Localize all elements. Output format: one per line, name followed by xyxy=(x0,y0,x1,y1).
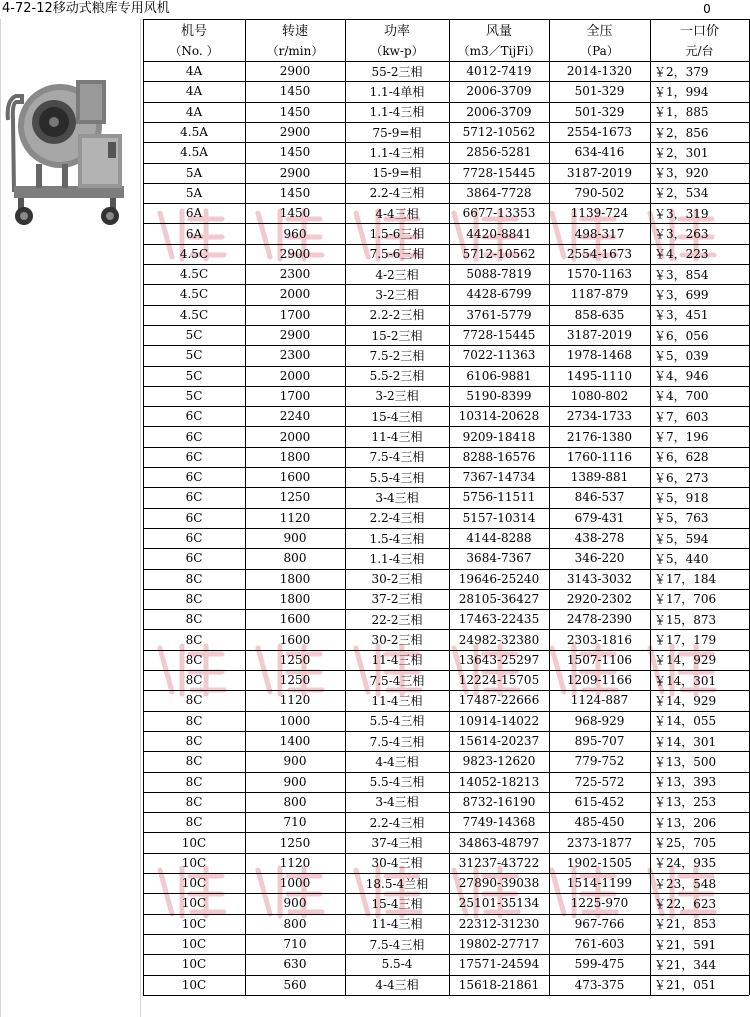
table-cell-pressure: 2373-1877 xyxy=(566,835,633,850)
table-cell-power: 11-4三相 xyxy=(371,693,423,708)
table-cell-speed: 1000 xyxy=(279,713,311,728)
table-cell-power: 2.2-4三相 xyxy=(369,815,425,830)
table-cell-machine-no: 8C xyxy=(185,734,203,749)
table-cell-power: 1.1-4三相 xyxy=(369,551,425,566)
table-cell-machine-no: 4.5C xyxy=(179,307,209,322)
table-cell-speed: 900 xyxy=(283,774,307,789)
table-cell-power: 37-2三相 xyxy=(371,592,423,607)
table-cell-airflow: 9209-18418 xyxy=(462,429,536,444)
table-cell-pressure: 1187-879 xyxy=(570,287,629,302)
table-cell-machine-no: 6A xyxy=(185,226,203,241)
table-cell-pressure: 2554-1673 xyxy=(566,125,633,140)
table-cell-price: ￥3，854 xyxy=(654,267,709,282)
table-cell-airflow: 10314-20628 xyxy=(458,409,540,424)
table-cell-pressure: 895-707 xyxy=(574,734,625,749)
header-airflow-unit: （m3／TijFi） xyxy=(457,44,541,58)
table-cell-price: ￥7，603 xyxy=(654,409,709,424)
table-cell-speed: 1450 xyxy=(279,104,311,119)
table-cell-pressure: 634-416 xyxy=(574,145,625,160)
table-cell-speed: 1120 xyxy=(279,510,311,525)
table-cell-price: ￥21，591 xyxy=(654,937,717,952)
table-cell-price: ￥13，253 xyxy=(654,795,717,810)
table-cell-machine-no: 8C xyxy=(185,591,203,606)
table-cell-airflow: 4144-8288 xyxy=(466,531,532,546)
table-cell-speed: 2900 xyxy=(279,64,311,79)
table-cell-speed: 2900 xyxy=(279,328,311,343)
table-cell-airflow: 4420-8841 xyxy=(466,226,532,241)
table-cell-machine-no: 8C xyxy=(185,713,203,728)
table-cell-machine-no: 4.5A xyxy=(180,125,208,140)
table-cell-price: ￥3，699 xyxy=(654,287,709,302)
table-cell-machine-no: 10C xyxy=(181,855,207,870)
sheet-gridline xyxy=(140,19,141,1017)
fan-product-image xyxy=(2,60,140,232)
table-cell-airflow: 28105-36427 xyxy=(458,591,540,606)
table-cell-power: 30-2三相 xyxy=(371,572,423,587)
table-cell-power: 11-4三相 xyxy=(371,653,423,668)
header-machine-no-unit: （No. ） xyxy=(169,44,219,58)
table-cell-price: ￥14，929 xyxy=(654,653,717,668)
table-cell-power: 75-9=相 xyxy=(372,125,422,140)
table-cell-pressure: 1139-724 xyxy=(570,206,629,221)
table-cell-pressure: 485-450 xyxy=(574,815,625,830)
table-cell-machine-no: 4.5C xyxy=(179,246,209,261)
table-cell-pressure: 1225-970 xyxy=(570,896,629,911)
table-cell-power: 30-2三相 xyxy=(371,633,423,648)
table-cell-speed: 1250 xyxy=(279,490,311,505)
table-cell-price: ￥21，853 xyxy=(654,917,717,932)
table-cell-power: 3-2三相 xyxy=(375,389,419,404)
table-cell-machine-no: 5A xyxy=(185,185,203,200)
table-cell-price: ￥5，039 xyxy=(654,348,709,363)
table-cell-speed: 1450 xyxy=(279,84,311,99)
table-cell-power: 37-4三相 xyxy=(371,836,423,851)
table-cell-machine-no: 8C xyxy=(185,632,203,647)
table-cell-speed: 1700 xyxy=(279,307,311,322)
table-cell-airflow: 22312-31230 xyxy=(458,916,540,931)
table-cell-pressure: 679-431 xyxy=(574,510,625,525)
table-cell-airflow: 4012-7419 xyxy=(466,64,532,79)
table-cell-machine-no: 4A xyxy=(185,84,203,99)
table-cell-power: 22-2三相 xyxy=(371,612,423,627)
table-cell-speed: 2000 xyxy=(279,429,311,444)
table-cell-power: 1.5-6三相 xyxy=(369,227,425,242)
table-cell-price: ￥1，994 xyxy=(654,84,709,99)
table-cell-machine-no: 4.5C xyxy=(179,287,209,302)
table-cell-machine-no: 10C xyxy=(181,916,207,931)
table-cell-airflow: 7367-14734 xyxy=(462,470,536,485)
table-cell-speed: 2900 xyxy=(279,125,311,140)
table-cell-machine-no: 8C xyxy=(185,774,203,789)
table-cell-power: 2.2-2三相 xyxy=(369,308,425,323)
table-cell-price: ￥3，263 xyxy=(654,227,709,242)
table-cell-airflow: 3761-5779 xyxy=(466,307,532,322)
table-cell-speed: 2900 xyxy=(279,165,311,180)
table-cell-airflow: 6677-13353 xyxy=(462,206,536,221)
table-cell-speed: 900 xyxy=(283,896,307,911)
table-cell-machine-no: 8C xyxy=(185,754,203,769)
table-cell-airflow: 17487-22666 xyxy=(458,693,540,708)
table-cell-machine-no: 6C xyxy=(185,470,203,485)
table-cell-price: ￥25，705 xyxy=(654,836,717,851)
table-cell-pressure: 1902-1505 xyxy=(566,855,633,870)
table-cell-power: 1.5-4三相 xyxy=(369,531,425,546)
table-cell-price: ￥5，594 xyxy=(654,531,709,546)
table-cell-price: ￥6，628 xyxy=(654,450,709,465)
table-cell-airflow: 7022-11363 xyxy=(462,348,536,363)
table-cell-pressure: 846-537 xyxy=(574,490,625,505)
table-cell-speed: 800 xyxy=(283,916,307,931)
table-cell-power: 18.5-4兰相 xyxy=(365,876,429,891)
table-cell-price: ￥23，548 xyxy=(654,876,717,891)
table-cell-airflow: 31237-43722 xyxy=(458,855,540,870)
table-cell-machine-no: 4A xyxy=(185,64,203,79)
table-cell-machine-no: 5C xyxy=(185,328,203,343)
header-airflow: 风量 xyxy=(485,24,512,39)
table-cell-speed: 960 xyxy=(283,226,307,241)
table-cell-price: ￥15，873 xyxy=(654,612,717,627)
table-cell-price: ￥6，056 xyxy=(654,328,709,343)
table-cell-price: ￥14，929 xyxy=(654,693,717,708)
table-cell-pressure: 346-220 xyxy=(574,551,625,566)
table-cell-power: 15-9=相 xyxy=(372,166,422,181)
table-cell-machine-no: 6C xyxy=(185,409,203,424)
table-cell-power: 55-2三相 xyxy=(371,64,423,79)
table-cell-machine-no: 4.5C xyxy=(179,267,209,282)
table-cell-pressure: 615-452 xyxy=(574,794,625,809)
table-cell-pressure: 2303-1816 xyxy=(566,632,633,647)
table-cell-power: 5.5-4三相 xyxy=(369,714,425,729)
table-cell-airflow: 3864-7728 xyxy=(466,185,532,200)
table-cell-speed: 1000 xyxy=(279,876,311,891)
table-cell-pressure: 1389-881 xyxy=(570,470,629,485)
table-cell-speed: 900 xyxy=(283,531,307,546)
table-cell-power: 15-4三相 xyxy=(371,409,423,424)
table-cell-pressure: 2734-1733 xyxy=(566,409,633,424)
table-cell-machine-no: 5C xyxy=(185,368,203,383)
header-price: 一口价 xyxy=(679,24,719,39)
table-cell-price: ￥1，885 xyxy=(654,105,709,120)
table-cell-speed: 1250 xyxy=(279,673,311,688)
header-price-unit: 元/台 xyxy=(685,44,714,58)
header-power-unit: （kw-p） xyxy=(370,44,424,58)
table-cell-price: ￥14，301 xyxy=(654,734,717,749)
table-cell-airflow: 25101-35134 xyxy=(458,896,540,911)
table-cell-pressure: 3187-2019 xyxy=(566,165,633,180)
table-cell-machine-no: 4.5A xyxy=(180,145,208,160)
table-cell-pressure: 3143-3032 xyxy=(566,571,633,586)
table-cell-pressure: 858-635 xyxy=(574,307,625,322)
table-cell-pressure: 1507-1106 xyxy=(566,652,633,667)
table-cell-speed: 800 xyxy=(283,794,307,809)
table-cell-airflow: 5088-7819 xyxy=(466,267,532,282)
table-cell-power: 30-4三相 xyxy=(371,856,423,871)
table-cell-machine-no: 8C xyxy=(185,673,203,688)
table-cell-airflow: 9823-12620 xyxy=(462,754,536,769)
table-cell-price: ￥17，184 xyxy=(654,572,717,587)
header-speed-unit: （r/min） xyxy=(266,44,324,58)
table-cell-airflow: 5712-10562 xyxy=(462,125,536,140)
table-cell-price: ￥6，273 xyxy=(654,470,709,485)
header-power: 功率 xyxy=(383,24,410,39)
table-cell-machine-no: 8C xyxy=(185,693,203,708)
table-cell-machine-no: 8C xyxy=(185,815,203,830)
table-cell-pressure: 968-929 xyxy=(574,713,625,728)
table-cell-power: 15-2三相 xyxy=(371,328,423,343)
table-cell-power: 7.5-4三相 xyxy=(369,450,425,465)
table-cell-speed: 1450 xyxy=(279,206,311,221)
table-cell-pressure: 473-375 xyxy=(574,977,625,992)
table-cell-power: 1.1-4三相 xyxy=(369,105,425,120)
table-cell-machine-no: 8C xyxy=(185,571,203,586)
table-cell-pressure: 779-752 xyxy=(574,754,625,769)
table-cell-machine-no: 6C xyxy=(185,510,203,525)
table-cell-speed: 2300 xyxy=(279,348,311,363)
table-cell-price: ￥5，440 xyxy=(654,551,709,566)
table-cell-pressure: 1514-1199 xyxy=(566,876,633,891)
table-cell-machine-no: 5C xyxy=(185,348,203,363)
table-cell-price: ￥2，856 xyxy=(654,125,709,140)
table-cell-power: 2.2-4三相 xyxy=(369,186,425,201)
table-cell-speed: 1450 xyxy=(279,185,311,200)
table-cell-pressure: 2478-2390 xyxy=(566,612,633,627)
table-cell-pressure: 967-766 xyxy=(574,916,625,931)
table-cell-speed: 1450 xyxy=(279,145,311,160)
table-cell-airflow: 5190-8399 xyxy=(466,388,532,403)
header-speed: 转速 xyxy=(281,24,308,39)
table-cell-machine-no: 6C xyxy=(185,531,203,546)
table-cell-machine-no: 6A xyxy=(185,206,203,221)
table-cell-airflow: 7728-15445 xyxy=(462,165,536,180)
table-cell-machine-no: 6C xyxy=(185,429,203,444)
sheet-title: 4-72-12移动式粮库专用风机 xyxy=(2,1,170,16)
table-cell-price: ￥2，301 xyxy=(654,145,709,160)
table-cell-speed: 710 xyxy=(283,937,307,952)
table-cell-power: 3-2三相 xyxy=(375,287,419,302)
table-cell-power: 1.1-4单相 xyxy=(369,84,425,99)
table-cell-pressure: 1978-1468 xyxy=(566,348,633,363)
table-cell-machine-no: 4A xyxy=(185,104,203,119)
table-cell-pressure: 725-572 xyxy=(574,774,625,789)
table-cell-price: ￥13，393 xyxy=(654,775,717,790)
table-cell-pressure: 599-475 xyxy=(574,957,625,972)
table-cell-price: ￥14，301 xyxy=(654,673,717,688)
table-cell-airflow: 3684-7367 xyxy=(466,551,532,566)
table-cell-machine-no: 10C xyxy=(181,977,207,992)
table-cell-power: 4-2三相 xyxy=(375,267,419,282)
table-cell-machine-no: 8C xyxy=(185,794,203,809)
table-cell-price: ￥3，319 xyxy=(654,206,709,221)
table-cell-pressure: 498-317 xyxy=(574,226,625,241)
table-cell-price: ￥21，344 xyxy=(654,957,717,972)
table-cell-airflow: 17571-24594 xyxy=(458,957,540,972)
table-cell-price: ￥13，206 xyxy=(654,815,717,830)
table-cell-machine-no: 6C xyxy=(185,449,203,464)
table-cell-pressure: 761-603 xyxy=(574,937,625,952)
table-cell-speed: 1120 xyxy=(279,855,311,870)
table-cell-power: 5.5-2三相 xyxy=(369,369,425,384)
table-cell-airflow: 2856-5281 xyxy=(466,145,532,160)
table-cell-pressure: 1570-1163 xyxy=(566,267,633,282)
table-cell-speed: 710 xyxy=(283,815,307,830)
table-cell-speed: 1600 xyxy=(279,632,311,647)
table-cell-airflow: 5157-10314 xyxy=(462,510,536,525)
header-pressure: 全压 xyxy=(586,24,613,39)
table-cell-power: 5.5-4 xyxy=(381,957,413,972)
table-cell-price: ￥14，055 xyxy=(654,714,717,729)
table-cell-speed: 1600 xyxy=(279,470,311,485)
table-cell-speed: 2000 xyxy=(279,287,311,302)
table-cell-pressure: 1760-1116 xyxy=(566,449,633,464)
table-cell-machine-no: 6C xyxy=(185,490,203,505)
table-cell-pressure: 790-502 xyxy=(574,185,625,200)
grid-line xyxy=(143,995,749,996)
table-cell-machine-no: 10C xyxy=(181,896,207,911)
table-cell-price: ￥22，623 xyxy=(654,896,717,911)
table-cell-speed: 1800 xyxy=(279,449,311,464)
table-cell-speed: 630 xyxy=(283,957,307,972)
table-cell-price: ￥5，918 xyxy=(654,490,709,505)
table-cell-power: 7.5-4三相 xyxy=(369,937,425,952)
table-cell-speed: 1600 xyxy=(279,612,311,627)
table-cell-speed: 1800 xyxy=(279,591,311,606)
table-cell-speed: 2900 xyxy=(279,246,311,261)
table-cell-airflow: 13643-25297 xyxy=(458,652,540,667)
table-cell-pressure: 1080-802 xyxy=(570,388,629,403)
table-cell-airflow: 12224-15705 xyxy=(458,673,540,688)
table-cell-airflow: 4428-6799 xyxy=(466,287,532,302)
table-cell-power: 5.5-4三相 xyxy=(369,775,425,790)
sheet-gridline xyxy=(0,19,1,1017)
table-cell-machine-no: 10C xyxy=(181,937,207,952)
table-cell-speed: 2000 xyxy=(279,368,311,383)
table-cell-airflow: 17463-22435 xyxy=(458,612,540,627)
table-cell-speed: 1800 xyxy=(279,571,311,586)
table-cell-airflow: 2006-3709 xyxy=(466,104,532,119)
table-cell-pressure: 438-278 xyxy=(574,531,625,546)
table-cell-power: 7.5-4三相 xyxy=(369,673,425,688)
table-cell-airflow: 8288-16576 xyxy=(462,449,536,464)
table-cell-price: ￥5，763 xyxy=(654,511,709,526)
table-cell-airflow: 2006-3709 xyxy=(466,84,532,99)
table-cell-power: 4-4三相 xyxy=(375,978,419,993)
table-cell-speed: 1120 xyxy=(279,693,311,708)
table-cell-pressure: 1495-1110 xyxy=(566,368,633,383)
table-cell-price: ￥2，534 xyxy=(654,186,709,201)
table-cell-speed: 2240 xyxy=(279,409,311,424)
table-cell-power: 15-4三相 xyxy=(371,896,423,911)
table-cell-machine-no: 10C xyxy=(181,835,207,850)
table-cell-airflow: 14052-18213 xyxy=(458,774,540,789)
table-cell-power: 5.5-4三相 xyxy=(369,470,425,485)
table-cell-speed: 1250 xyxy=(279,835,311,850)
top-cell-value: 0 xyxy=(703,2,711,16)
table-cell-power: 3-4三相 xyxy=(375,795,419,810)
table-cell-pressure: 1124-887 xyxy=(570,693,629,708)
table-cell-speed: 1700 xyxy=(279,388,311,403)
table-cell-power: 4-4三相 xyxy=(375,206,419,221)
table-cell-airflow: 15618-21861 xyxy=(458,977,540,992)
header-machine-no: 机号 xyxy=(180,24,207,39)
table-cell-price: ￥3，920 xyxy=(654,166,709,181)
table-cell-power: 7.5-6三相 xyxy=(369,247,425,262)
table-cell-power: 3-4三相 xyxy=(375,490,419,505)
table-cell-airflow: 7728-15445 xyxy=(462,328,536,343)
table-cell-machine-no: 5A xyxy=(185,165,203,180)
table-cell-power: 11-4三相 xyxy=(371,430,423,445)
table-cell-airflow: 5712-10562 xyxy=(462,246,536,261)
header-pressure-unit: （Pa） xyxy=(580,44,619,58)
table-cell-machine-no: 8C xyxy=(185,612,203,627)
table-cell-speed: 1250 xyxy=(279,652,311,667)
table-cell-price: ￥24，935 xyxy=(654,856,717,871)
table-cell-pressure: 1209-1166 xyxy=(566,673,633,688)
table-cell-airflow: 19646-25240 xyxy=(458,571,540,586)
table-cell-speed: 1400 xyxy=(279,734,311,749)
table-cell-pressure: 2554-1673 xyxy=(566,246,633,261)
table-cell-power: 7.5-4三相 xyxy=(369,734,425,749)
table-cell-speed: 800 xyxy=(283,551,307,566)
table-cell-power: 7.5-2三相 xyxy=(369,348,425,363)
table-cell-pressure: 2014-1320 xyxy=(566,64,633,79)
table-cell-price: ￥13，500 xyxy=(654,754,717,769)
table-cell-airflow: 34863-48797 xyxy=(458,835,540,850)
table-cell-airflow: 15614-20237 xyxy=(458,734,540,749)
table-cell-machine-no: 10C xyxy=(181,957,207,972)
table-cell-airflow: 27890-39038 xyxy=(458,876,540,891)
table-cell-price: ￥4，700 xyxy=(654,389,709,404)
table-cell-airflow: 24982-32380 xyxy=(458,632,540,647)
table-cell-price: ￥17，706 xyxy=(654,592,717,607)
table-cell-price: ￥2，379 xyxy=(654,64,709,79)
table-cell-machine-no: 10C xyxy=(181,876,207,891)
table-cell-speed: 900 xyxy=(283,754,307,769)
table-cell-speed: 560 xyxy=(283,977,307,992)
table-cell-machine-no: 5C xyxy=(185,388,203,403)
table-cell-power: 11-4三相 xyxy=(371,917,423,932)
table-cell-machine-no: 6C xyxy=(185,551,203,566)
table-cell-power: 2.2-4三相 xyxy=(369,511,425,526)
table-cell-price: ￥7，196 xyxy=(654,430,709,445)
table-cell-price: ￥21，051 xyxy=(654,978,717,993)
table-cell-speed: 2300 xyxy=(279,267,311,282)
table-cell-price: ￥4，946 xyxy=(654,369,709,384)
table-cell-airflow: 8732-16190 xyxy=(462,794,536,809)
table-cell-airflow: 5756-11511 xyxy=(462,490,536,505)
table-cell-power: 1.1-4三相 xyxy=(369,145,425,160)
table-cell-airflow: 19802-27717 xyxy=(458,937,540,952)
table-cell-price: ￥3，451 xyxy=(654,308,709,323)
table-cell-pressure: 501-329 xyxy=(574,84,625,99)
table-cell-pressure: 501-329 xyxy=(574,104,625,119)
table-cell-pressure: 2176-1380 xyxy=(566,429,633,444)
table-cell-airflow: 10914-14022 xyxy=(458,713,540,728)
table-cell-price: ￥4，223 xyxy=(654,247,709,262)
table-cell-pressure: 3187-2019 xyxy=(566,328,633,343)
table-cell-airflow: 7749-14368 xyxy=(462,815,536,830)
table-cell-power: 4-4三相 xyxy=(375,754,419,769)
table-cell-price: ￥17，179 xyxy=(654,633,717,648)
table-cell-machine-no: 8C xyxy=(185,652,203,667)
table-cell-pressure: 2920-2302 xyxy=(566,591,633,606)
table-cell-airflow: 6106-9881 xyxy=(466,368,532,383)
